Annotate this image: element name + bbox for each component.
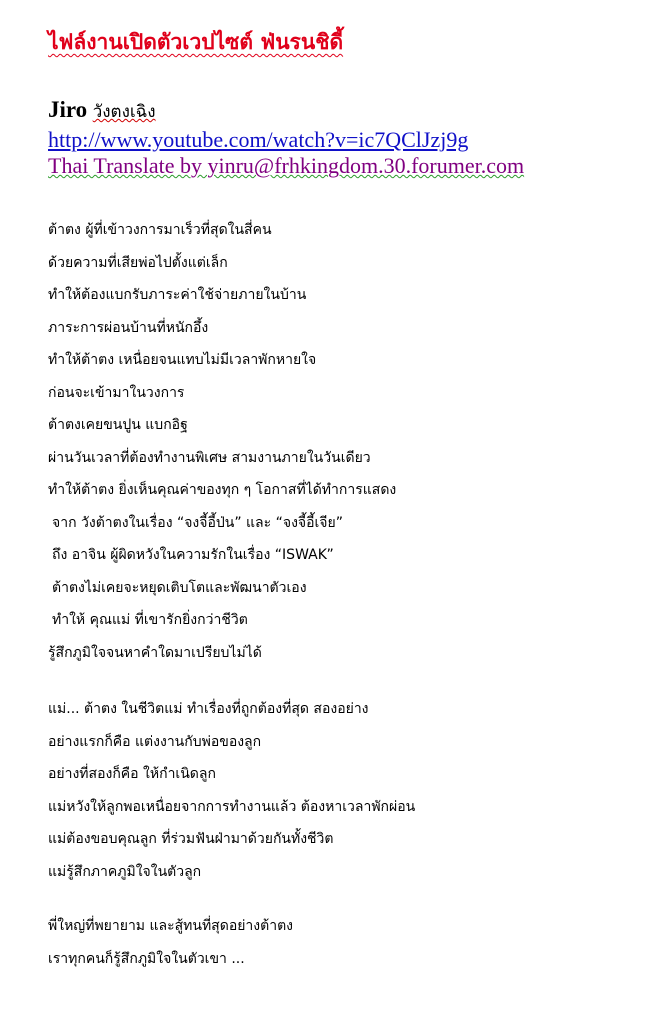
paragraph-2-line: แม่หวังให้ลูกพอเหนื่อยจากการทำงานแล้ว ต้องหาเวลาพักผ่อน: [48, 798, 416, 815]
paragraph-1-line: ภาระการผ่อนบ้านที่หนักอึ้ง: [48, 319, 209, 336]
paragraph-1-line: ต้าตง ผู้ที่เข้าวงการมาเร็วที่สุดในสี่คน: [48, 222, 272, 238]
body-text: [48, 214, 415, 975]
paragraph-1-line: ก่อนจะเข้ามาในวงการ: [48, 384, 185, 401]
paragraph-1-line: จาก วังต้าตงในเรื่อง “จงจี้อี้ป่น” และ “จงจี้อี้เจีย”: [52, 514, 343, 531]
artist-name-th: วังตงเฉิง: [92, 102, 156, 122]
paragraph-1-line: ด้วยความที่เสียพ่อไปตั้งแต่เล็ก: [48, 254, 228, 271]
translator-credit: Thai Translate by yinru@frhkingdom.30.forumer.com: [48, 153, 525, 178]
paragraph-1-line: ทำให้ต้องแบกรับภาระค่าใช้จ่ายภายในบ้าน: [48, 287, 307, 303]
paragraph-spacer: [48, 888, 415, 910]
paragraph-1-line: ต้าตงไม่เคยจะหยุดเติบโตและพัฒนาตัวเอง: [52, 579, 307, 596]
video-header: [48, 96, 524, 179]
paragraph-1-line: ผ่านวันเวลาที่ต้องทำงานพิเศษ สามงานภายในวันเดียว: [48, 449, 371, 466]
paragraph-1-line: ทำให้ คุณแม่ ที่เขารักยิ่งกว่าชีวิต: [52, 612, 248, 628]
paragraph-1-line: รู้สึกภูมิใจจนหาคำใดมาเปรียบไม่ได้: [48, 644, 262, 661]
paragraph-1-line: ถึง อาจิน ผู้ผิดหวังในความรักในเรื่อง “ISWAK”: [52, 547, 334, 563]
paragraph-1-line: ทำให้ต้าตง ยิ่งเห็นคุณค่าของทุก ๆ โอกาสที่ได้ทำการแสดง: [48, 482, 397, 498]
paragraph-2-line: แม่... ต้าตง ในชีวิตแม่ ทำเรื่องที่ถูกต้องที่สุด สองอย่าง: [48, 701, 369, 717]
paragraph-1-line: ต้าตงเคยขนปูน แบกอิฐ: [48, 417, 188, 433]
video-link[interactable]: http://www.youtube.com/watch?v=ic7QClJzj9g: [48, 127, 469, 152]
paragraph-2-line: แม่ต้องขอบคุณลูก ที่ร่วมฟันฝ่ามาด้วยกันทั้งชีวิต: [48, 831, 334, 847]
paragraph-2-line: แม่รู้สึกภาคภูมิใจในตัวลูก: [48, 863, 202, 880]
paragraph-3-line: พี่ใหญ่ที่พยายาม และสู้ทนที่สุดอย่างต้าตง: [48, 918, 294, 934]
paragraph-2-line: อย่างที่สองก็คือ ให้กำเนิดลูก: [48, 766, 216, 782]
page-title: ไฟล์งานเปิดตัวเวปไซต์ ฟ่นรนชิดี้: [48, 29, 344, 54]
paragraph-2-line: อย่างแรกก็คือ แต่งงานกับพ่อของลูก: [48, 733, 262, 750]
paragraph-3-line: เราทุกคนก็รู้สึกภูมิใจในตัวเขา ...: [48, 950, 245, 967]
paragraph-1-line: ทำให้ต้าตง เหนื่อยจนแทบไม่มีเวลาพักหายใจ: [48, 352, 317, 368]
artist-name-en: Jiro: [48, 97, 88, 122]
artist-name: [48, 96, 524, 126]
paragraph-spacer: [48, 669, 415, 693]
